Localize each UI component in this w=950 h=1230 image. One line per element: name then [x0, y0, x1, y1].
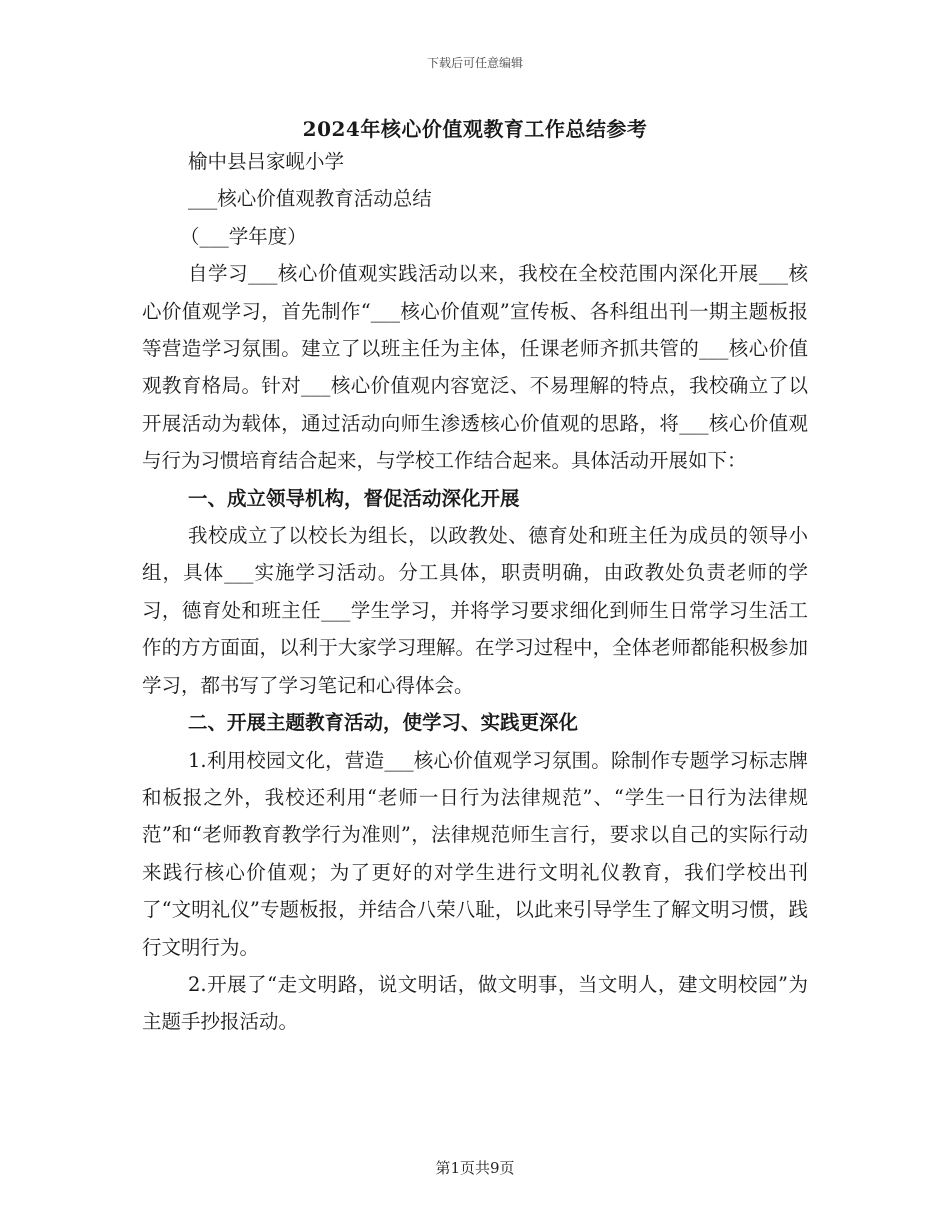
section-2-item-1: 1.利用校园文化，营造___核心价值观学习氛围。除制作专题学习标志牌和板报之外，我校还利用“老师一日行为法律规范”、“学生一日行为法律规范”和“老师教育教学行为准则”，法律规范师生言行，要求以自己的实际行动来践行核心价值观；为了更好的对学生进行文明礼仪教育，我们学校出刊了“文明礼仪”专题板报，并结合八荣八耻，以此来引导学生了解文明习惯，践行文明行为。: [142, 748, 808, 959]
section-1-heading: 一、成立领导机构，督促活动深化开展: [188, 486, 520, 510]
document-title: 2024年核心价值观教育工作总结参考: [302, 117, 648, 141]
school-name: 榆中县吕家岘小学: [188, 150, 345, 173]
header-note: 下载后可任意编辑: [426, 56, 523, 70]
section-2-item-2: 2.开展了“走文明路，说文明话，做文明事，当文明人，建文明校园”为主题手抄报活动。: [142, 972, 808, 1034]
document-subtitle: ___核心价值观教育活动总结: [188, 187, 432, 211]
academic-year: （___学年度）: [180, 224, 307, 248]
document-body: [142, 143, 808, 1041]
section-1-paragraph: 我校成立了以校长为组长，以政教处、德育处和班主任为成员的领导小组，具体___实施学习活动。分工具体，职责明确，由政教处负责老师的学习，德育处和班主任___学生学习，并将学习要求细化到师生日常学习生活工作的方方面面，以利于大家学习理解。在学习过程中，全体老师都能积极参加学习，都书写了学习笔记和心得体会。: [142, 524, 808, 697]
section-2-heading: 二、开展主题教育活动，使学习、实践更深化: [188, 711, 579, 735]
intro-paragraph: 自学习___核心价值观实践活动以来，我校在全校范围内深化开展___核心价值观学习，首先制作“___核心价值观”宣传板、各科组出刊一期主题板报等营造学习氛围。建立了以班主任为主体，任课老师齐抓共管的___核心价值观教育格局。针对___核心价值观内容宽泛、不易理解的特点，我校确立了以开展活动为载体，通过活动向师生渗透核心价值观的思路，将___核心价值观与行为习惯培育结合起来，与学校工作结合起来。具体活动开展如下：: [142, 262, 808, 473]
page-footer: 第1页共9页: [435, 1159, 515, 1177]
